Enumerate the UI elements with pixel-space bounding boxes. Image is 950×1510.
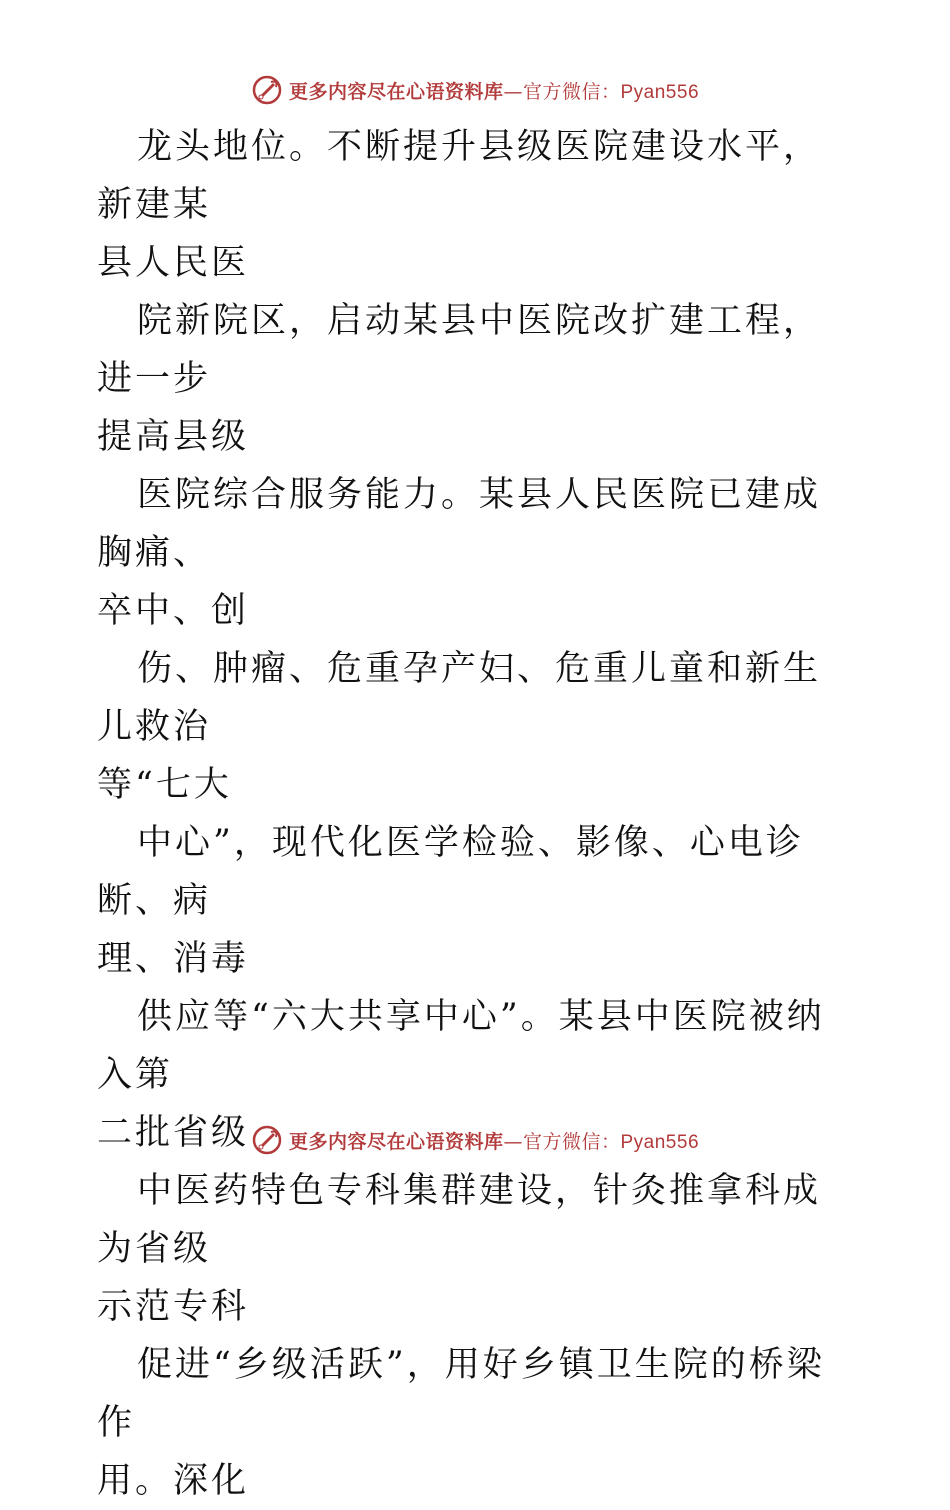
quill-pen-logo-icon [251,74,283,106]
paragraph-6-line-1: 供应等“六大共享中心”。某县中医院被纳入第 [97,997,825,1095]
paragraph-8-line-2: 用。深化 [97,1461,250,1501]
paragraph-8 [97,1336,857,1510]
paragraph-5-line-1: 中心”，现代化医学检验、影像、心电诊断、病 [97,823,804,921]
paragraph-2-line-1: 院新院区，启动某县中医院改扩建工程，进一步 [97,301,822,399]
footer-watermark-contact-label: 官方微信： [522,1130,621,1153]
header-watermark-separator: — [503,80,523,103]
paragraph-7 [97,1162,857,1336]
paragraph-1-line-1: 龙头地位。不断提升县级医院建设水平，新建某 [97,127,822,225]
paragraph-4-line-2: 等“七大 [97,765,232,805]
footer-watermark-contact-id: Pyan556 [620,1131,700,1153]
document-body [97,118,857,1510]
header-watermark-text [289,77,699,104]
paragraph-5 [97,814,857,988]
header-watermark-contact-label: 官方微信： [522,80,621,103]
paragraph-5-line-2: 理、消毒 [97,939,250,979]
footer-watermark-title: 更多内容尽在心语资料库 [288,1130,504,1153]
paragraph-1-line-2: 县人民医 [97,243,250,283]
paragraph-7-line-1: 中医药特色专科集群建设，针灸推拿科成为省级 [97,1171,822,1269]
header-watermark-title: 更多内容尽在心语资料库 [288,80,504,103]
paragraph-3-line-2: 卒中、创 [97,591,250,631]
paragraph-3 [97,466,857,640]
quill-pen-logo-icon [251,1124,283,1156]
paragraph-2 [97,292,857,466]
paragraph-2-line-2: 提高县级 [97,417,250,457]
paragraph-4 [97,640,857,814]
paragraph-8-line-1: 促进“乡级活跃”，用好乡镇卫生院的桥梁作 [97,1345,825,1443]
paragraph-1 [97,118,857,292]
paragraph-7-line-2: 示范专科 [97,1287,250,1327]
paragraph-6-line-2: 二批省级 [97,1113,250,1153]
header-watermark [0,70,950,110]
footer-watermark-text [289,1127,699,1154]
footer-watermark-separator: — [503,1130,523,1153]
footer-watermark [0,1120,950,1160]
paragraph-4-line-1: 伤、肿瘤、危重孕产妇、危重儿童和新生儿救治 [97,649,822,747]
header-watermark-contact-id: Pyan556 [620,81,700,103]
paragraph-3-line-1: 医院综合服务能力。某县人民医院已建成胸痛、 [97,475,822,573]
